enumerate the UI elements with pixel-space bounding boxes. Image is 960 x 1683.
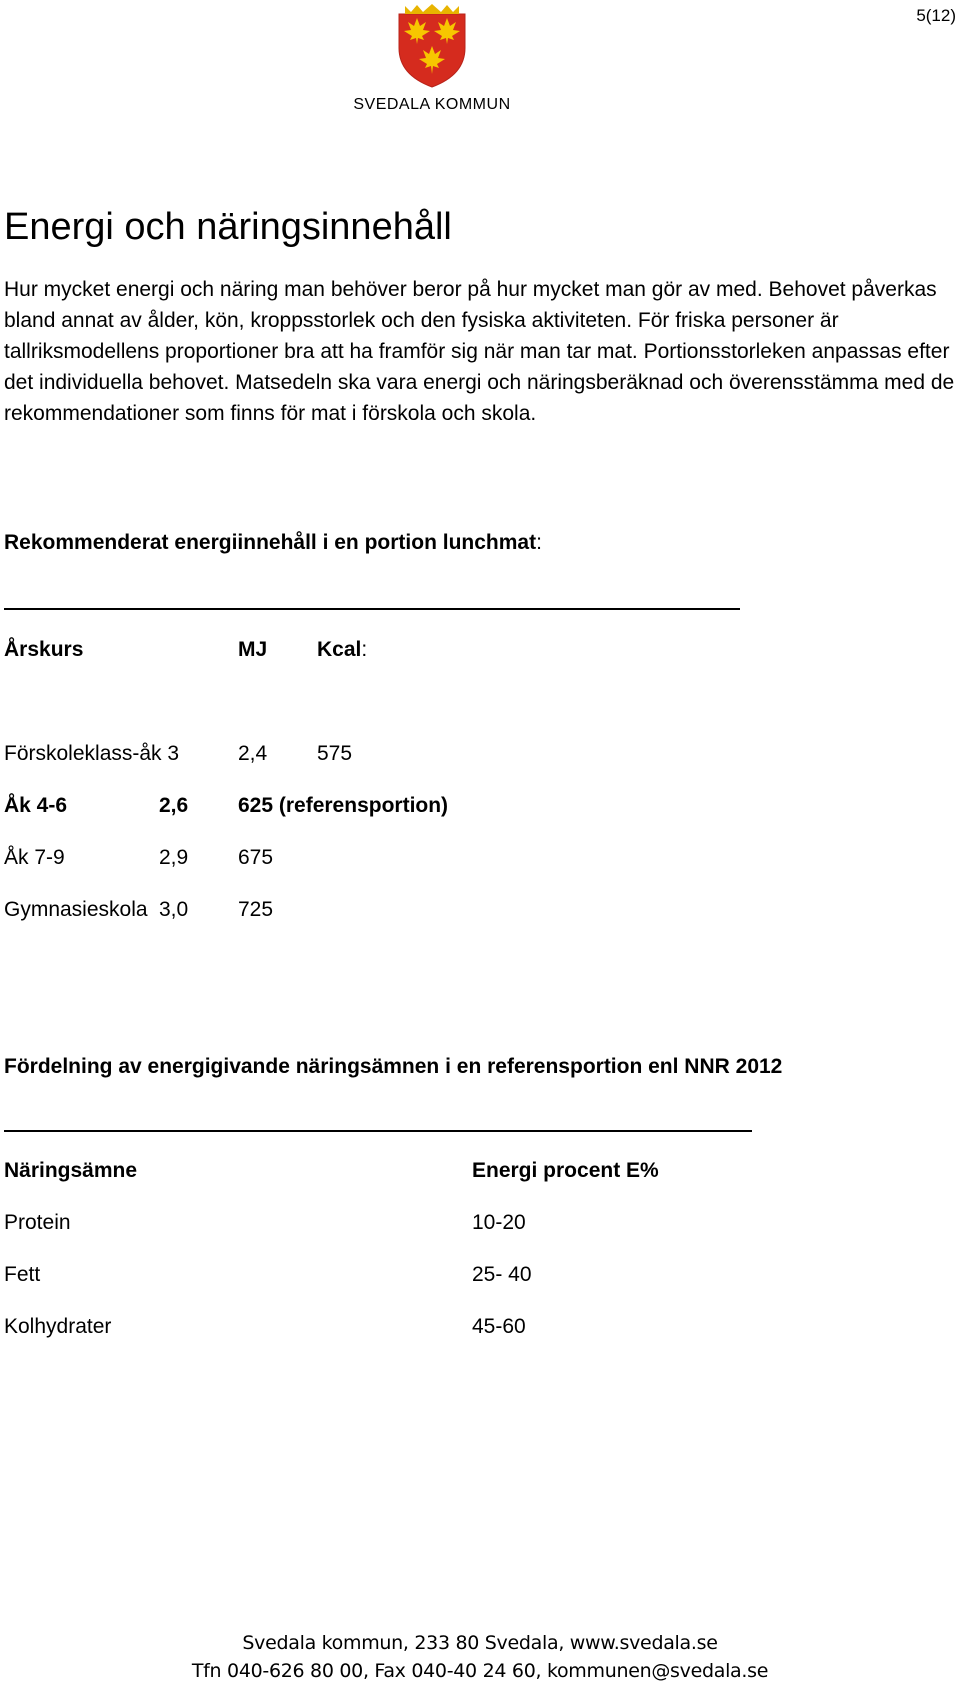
energy-row-kcal: 675 bbox=[238, 846, 274, 869]
nutrient-row-energy: 10-20 bbox=[472, 1211, 526, 1234]
nutrient-row-energy: 25- 40 bbox=[472, 1263, 532, 1286]
energy-header-grade: Årskurs bbox=[4, 638, 84, 661]
intro-paragraph: Hur mycket energi och näring man behöver beror på hur mycket man gör av med. Behovet påverkas bland annat av ålder, kön, kroppsstorlek och den fysiska aktiviteten. För friska personer är tallriksmodellens proportioner bra att ha framför sig när man tar mat. Portionsstorleken anpassas efter det individuella behovet. Matsedeln ska vara energi och näringsberäknad och överensstämma med de rekommendationer som finns för mat i förskola och skola. bbox=[4, 278, 955, 425]
page-number: 5(12) bbox=[916, 6, 956, 25]
energy-row-mj: 3,0 bbox=[159, 898, 189, 921]
energy-row-grade: Förskoleklass-åk 3 bbox=[4, 742, 180, 765]
energy-section-title-colon: : bbox=[536, 531, 542, 554]
nutrient-row-name: Fett bbox=[4, 1263, 41, 1286]
nutrient-row-name: Kolhydrater bbox=[4, 1315, 112, 1338]
energy-section-divider bbox=[4, 608, 740, 610]
energy-section-title-text: Rekommenderat energiinnehåll i en portion lunchmat bbox=[4, 531, 537, 554]
nutrient-row-name: Protein bbox=[4, 1211, 71, 1234]
energy-header-kcal-text: Kcal bbox=[317, 638, 362, 661]
nutrient-row-energy: 45-60 bbox=[472, 1315, 526, 1338]
nutrient-section-divider bbox=[4, 1130, 752, 1132]
energy-section-title bbox=[4, 531, 542, 555]
nutrient-header-name: Näringsämne bbox=[4, 1159, 138, 1182]
energy-row-mj: 2,9 bbox=[159, 846, 189, 869]
energy-row-grade: Gymnasieskola bbox=[4, 898, 148, 921]
energy-row-kcal: 725 bbox=[238, 898, 274, 921]
energy-row-mj: 2,6 bbox=[159, 794, 189, 817]
energy-header-kcal bbox=[317, 638, 367, 662]
energy-row-kcal: 575 bbox=[317, 742, 353, 765]
footer-contact: Tfn 040-626 80 00, Fax 040-40 24 60, kommunen@svedala.se bbox=[191, 1660, 769, 1682]
energy-row-kcal: 625 (referensportion) bbox=[238, 794, 449, 817]
energy-header-kcal-colon: : bbox=[361, 638, 368, 661]
energy-row-grade: Åk 4-6 bbox=[4, 794, 68, 817]
energy-row-mj: 2,4 bbox=[238, 742, 268, 765]
org-name: SVEDALA KOMMUN bbox=[353, 96, 511, 113]
energy-row-grade: Åk 7-9 bbox=[4, 846, 65, 869]
nutrient-section-title: Fördelning av energigivande näringsämnen i en referensportion enl NNR 2012 bbox=[4, 1055, 783, 1078]
page-title: Energi och näringsinnehåll bbox=[4, 206, 452, 248]
footer-address: Svedala kommun, 233 80 Svedala, www.svedala.se bbox=[242, 1632, 718, 1654]
energy-header-mj: MJ bbox=[238, 638, 268, 661]
svedala-coat-of-arms-icon bbox=[395, 2, 469, 88]
nutrient-header-energy: Energi procent E% bbox=[472, 1159, 659, 1182]
